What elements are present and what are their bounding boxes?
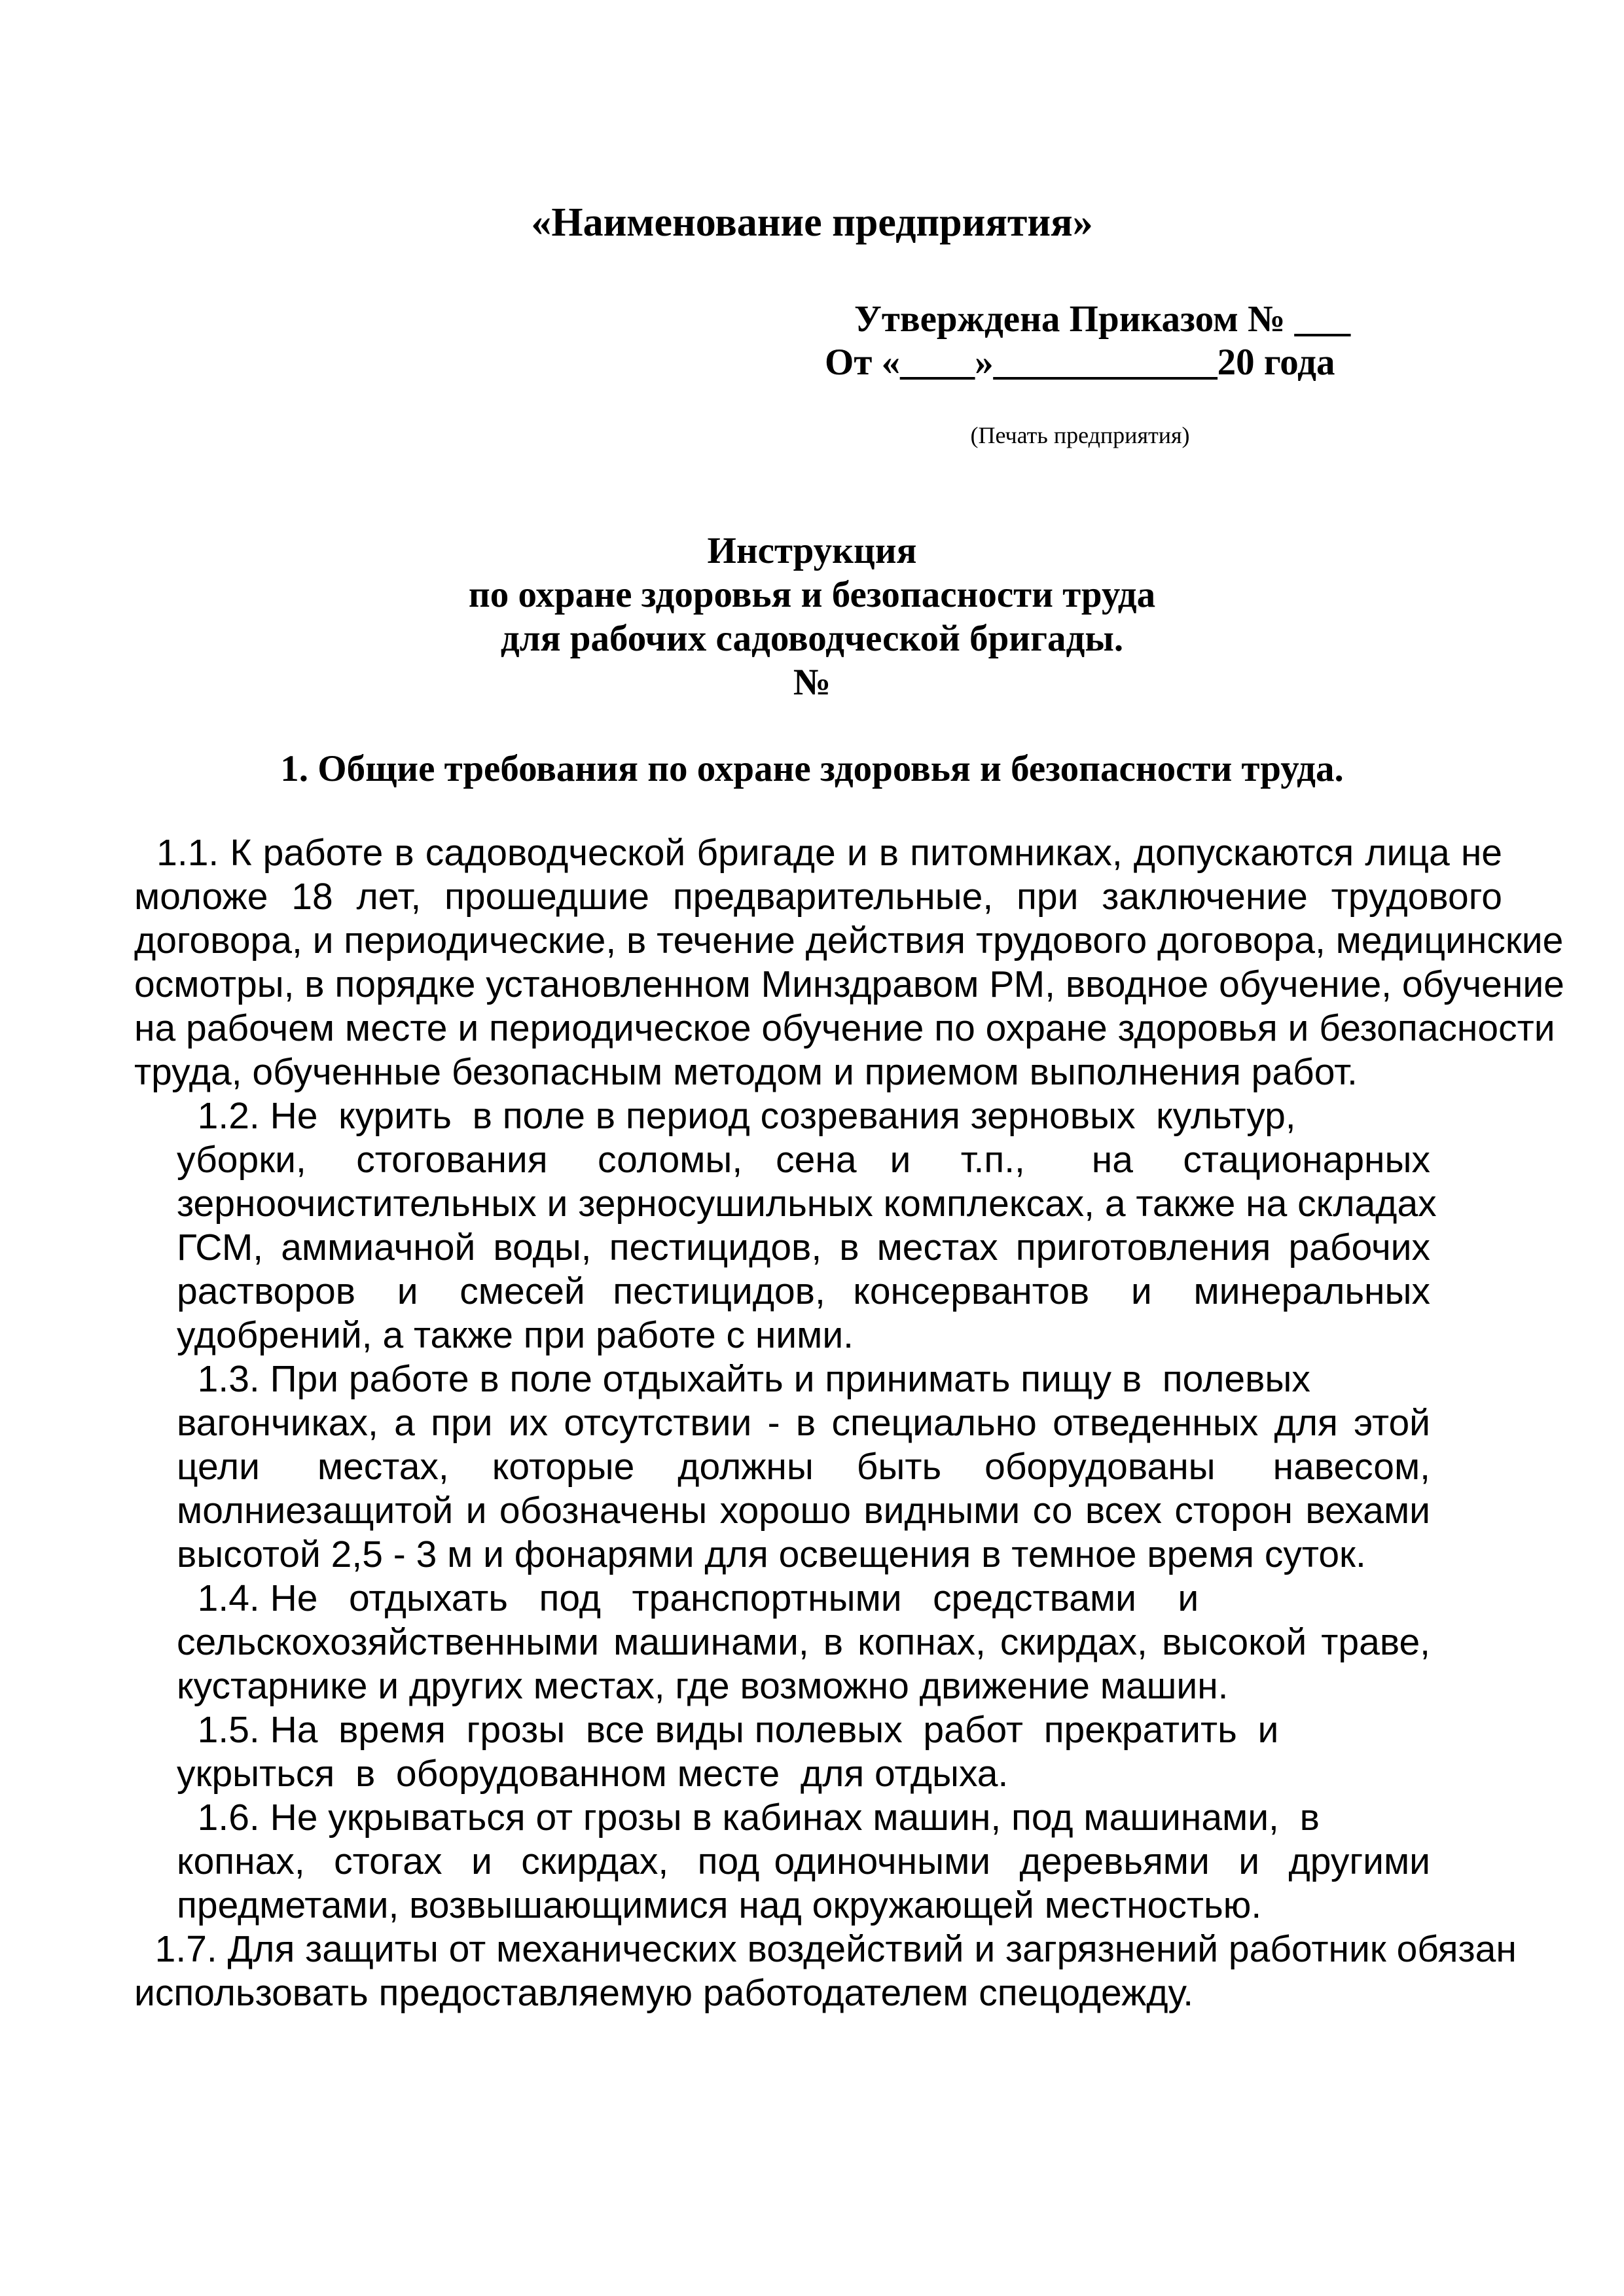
text-line: уборки, стогования соломы, сена и т.п., на стационарных — [177, 1139, 1430, 1181]
text-line: вагончиках, а при их отсутствии - в специально отведенных для этой — [177, 1402, 1430, 1444]
text-line: кустарнике и других местах, где возможно движение машин. — [177, 1665, 1229, 1707]
text-line: использовать предоставляемую работодателем спецодежду. — [134, 1972, 1194, 2014]
paragraph-1-4 — [177, 1577, 1430, 1708]
text-line: труда, обученные безопасным методом и приемом выполнения работ. — [134, 1051, 1358, 1093]
text-line: осмотры, в порядке установленном Минздравом РМ, вводное обучение, обучение — [134, 963, 1564, 1005]
text-line: 1.4. Не отдыхать под транспортными средствами и — [177, 1577, 1199, 1619]
text-line: на рабочем месте и периодическое обучение по охране здоровья и безопасности — [134, 1007, 1555, 1049]
company-name: «Наименование предприятия» — [531, 200, 1093, 245]
section-body — [134, 831, 1564, 2015]
text-line: 1.3. При работе в поле отдыхайть и принимать пищу в полевых — [177, 1358, 1310, 1400]
text-line: 1.2. Не курить в поле в период созревания зерновых культур, — [177, 1095, 1296, 1137]
paragraph-1-1 — [134, 831, 1564, 1094]
paragraph-1-3 — [177, 1357, 1430, 1577]
text-line: цели местах, которые должны быть оборудованы навесом, — [177, 1446, 1430, 1488]
title-line-audience: для рабочих садоводческой бригады. — [500, 618, 1124, 659]
title-line-subject: по охране здоровья и безопасности труда — [468, 574, 1156, 615]
text-line: договора, и периодические, в течение действия трудового договора, медицинские — [134, 920, 1564, 961]
text-line: удобрений, а также при работе с ними. — [177, 1314, 854, 1356]
text-line: высотой 2,5 - 3 м и фонарями для освещения в темное время суток. — [177, 1534, 1366, 1575]
text-line: укрыться в оборудованном месте для отдыха. — [177, 1753, 1009, 1795]
title-line-number: № — [793, 662, 831, 703]
text-line: копнах, стогах и скирдах, под одиночными деревьями и другими — [177, 1840, 1430, 1882]
title-line-instruction: Инструкция — [707, 530, 917, 571]
paragraph-1-7 — [134, 1928, 1517, 2015]
text-line: 1.1. К работе в садоводческой бригаде и в питомниках, допускаются лица не — [134, 832, 1502, 874]
text-line: 1.5. На время грозы все виды полевых работ прекратить и — [177, 1709, 1279, 1751]
text-line: ГСМ, аммиачной воды, пестицидов, в местах приготовления рабочих — [177, 1227, 1430, 1268]
text-line: 1.7. Для защиты от механических воздействий и загрязнений работник обязан — [134, 1928, 1517, 1970]
text-line: моложе 18 лет, прошедшие предварительные, при заключение трудового — [134, 876, 1502, 918]
paragraph-1-6 — [177, 1796, 1430, 1928]
document-title — [0, 529, 1624, 704]
approval-order-line: Утверждена Приказом № ___ — [854, 298, 1351, 340]
paragraph-1-5 — [177, 1708, 1430, 1796]
text-line: предметами, возвышающимися над окружающей местностью. — [177, 1884, 1262, 1926]
section-heading: 1. Общие требования по охране здоровья и безопасности труда. — [280, 748, 1344, 789]
text-line: сельскохозяйственными машинами, в копнах, скирдах, высокой траве, — [177, 1621, 1430, 1663]
text-line: 1.6. Не укрываться от грозы в кабинах машин, под машинами, в — [177, 1797, 1320, 1839]
text-line: молниезащитой и обозначены хорошо видными со всех сторон вехами — [177, 1490, 1430, 1532]
text-line: растворов и смесей пестицидов, консервантов и минеральных — [177, 1270, 1430, 1312]
text-line: зерноочистительных и зерносушильных комплексах, а также на складах — [177, 1183, 1437, 1225]
approval-date-line: От «____»____________20 года — [825, 342, 1335, 383]
paragraph-1-2 — [177, 1094, 1437, 1357]
seal-note: (Печать предприятия) — [970, 422, 1190, 448]
